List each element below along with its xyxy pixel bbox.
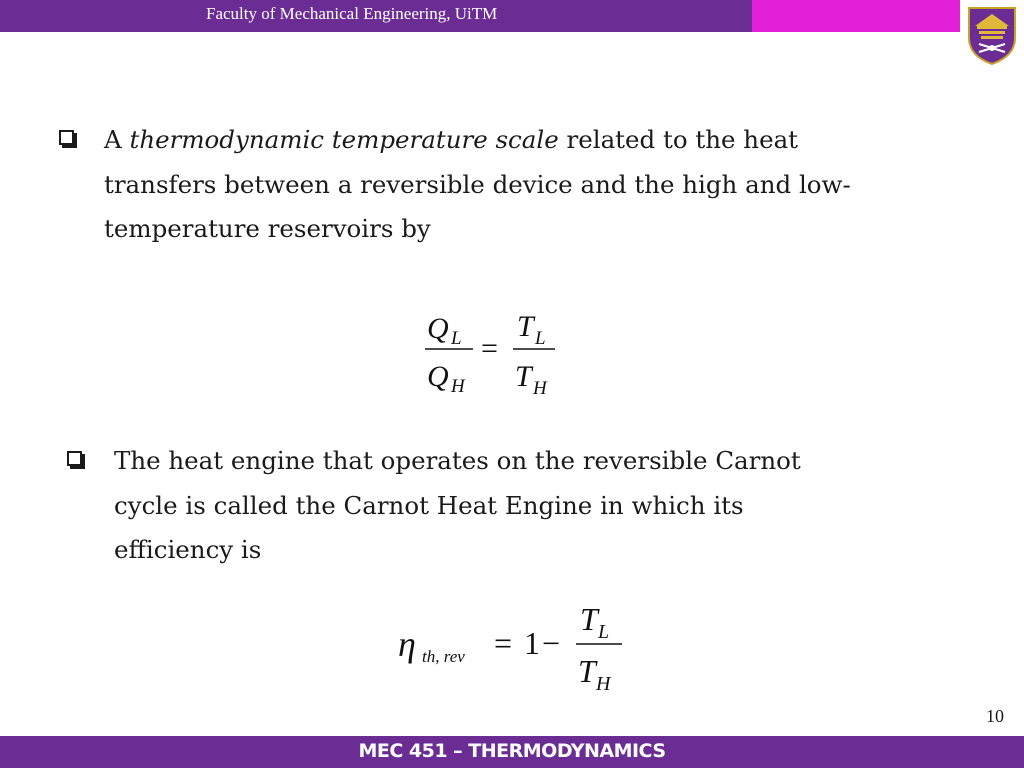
eq1-den-left-sub: H <box>451 376 465 397</box>
eq2-num: T <box>580 601 598 637</box>
square-bullet-icon <box>59 130 74 145</box>
eq1-num-left-sub: L <box>451 328 462 349</box>
footer-course-title: MEC 451 – THERMODYNAMICS <box>358 740 666 762</box>
bullet-paragraph-1 <box>104 118 984 252</box>
temperature-ratio-equation <box>415 302 575 406</box>
bullet-1-line-2: transfers between a reversible device and the high and low- <box>104 169 851 199</box>
header-title: Faculty of Mechanical Engineering, UiTM <box>206 4 498 23</box>
carnot-efficiency-equation <box>392 594 632 702</box>
page-number: 10 <box>986 706 1004 726</box>
bullet-1-prefix: A <box>104 125 130 154</box>
eq2-den-sub: H <box>596 673 611 695</box>
bullet-paragraph-2 <box>114 439 984 573</box>
eq2-den: T <box>578 653 596 689</box>
eq2-minus: − <box>542 625 561 661</box>
eq2-equals: = <box>494 625 513 661</box>
uitm-crest-icon <box>965 4 1019 66</box>
square-bullet-icon <box>67 451 82 466</box>
bullet-1-line-3: temperature reservoirs by <box>104 214 431 243</box>
eq1-equals: = <box>481 332 498 365</box>
eq2-eta: η <box>398 624 416 664</box>
eq1-num-left: Q <box>427 312 449 345</box>
eq1-num-right-sub: L <box>535 328 546 349</box>
bullet-1-emphasis: thermodynamic temperature scale <box>129 125 559 154</box>
eq1-den-left: Q <box>427 360 449 393</box>
bullet-1-line-1 <box>104 118 984 163</box>
eq1-den-right-sub: H <box>533 378 547 399</box>
eq2-eta-sub: th, rev <box>422 647 465 666</box>
bullet-2-line-2: cycle is called the Carnot Heat Engine in which its <box>114 490 744 520</box>
eq1-num-right: T <box>517 310 534 343</box>
bullet-2-line-1: The heat engine that operates on the reversible Carnot <box>114 446 801 475</box>
eq1-den-right: T <box>515 360 532 393</box>
eq2-one: 1 <box>524 625 540 661</box>
bullet-2-line-3: efficiency is <box>114 535 262 564</box>
bullet-1-line-1-rest: related to the heat <box>558 125 799 154</box>
eq2-num-sub: L <box>598 621 610 643</box>
header-accent-bar <box>752 0 960 32</box>
